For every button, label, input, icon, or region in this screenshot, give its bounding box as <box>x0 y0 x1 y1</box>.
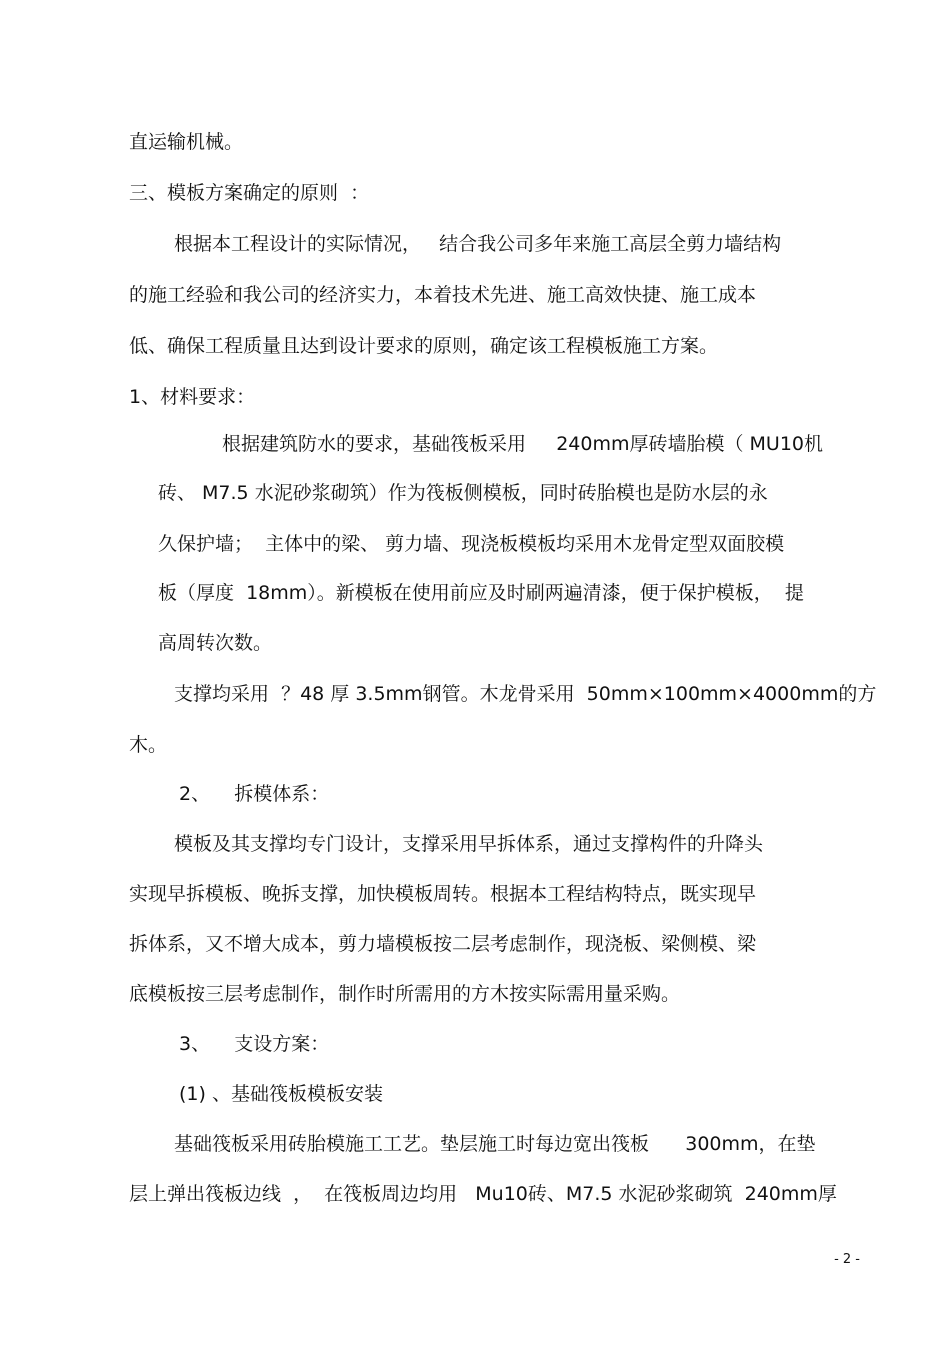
text-line-22: 层上弹出筏板边线 ， 在筏板周边均用 Mu10砖、M7.5 水泥砂浆砌筑 240mm厚 <box>129 1183 837 1205</box>
text-line-7: 根据建筑防水的要求，基础筏板采用 240mm厚砖墙胎模（ MU10机 <box>222 433 823 455</box>
section-heading-3: 三、模板方案确定的原则 ： <box>129 182 370 204</box>
subsection-heading-2: 2、 拆模体系： <box>179 783 330 805</box>
item-heading-1: (1) 、基础筏板模板安装 <box>179 1083 383 1105</box>
subsection-heading-1: 1、材料要求： <box>129 386 256 408</box>
text-line-1: 直运输机械。 <box>129 131 244 153</box>
text-line-15: 模板及其支撑均专门设计，支撑采用早拆体系，通过支撑构件的升降头 <box>174 833 764 855</box>
text-line-13: 木。 <box>129 734 168 756</box>
page-number: - 2 - <box>834 1252 860 1267</box>
text-line-10: 板（厚度 18mm）。新模板在使用前应及时刷两遍清漆，便于保护模板， 提 <box>158 582 804 604</box>
text-line-3: 根据本工程设计的实际情况， 结合我公司多年来施工高层全剪力墙结构 <box>174 233 782 255</box>
text-line-4: 的施工经验和我公司的经济实力，本着技术先进、施工高效快捷、施工成本 <box>129 284 757 306</box>
text-line-16: 实现早拆模板、晚拆支撑，加快模板周转。根据本工程结构特点，既实现早 <box>129 883 757 905</box>
text-line-17: 拆体系，又不增大成本，剪力墙模板按二层考虑制作，现浇板、梁侧模、梁 <box>129 933 757 955</box>
text-line-8: 砖、 M7.5 水泥砂浆砌筑）作为筏板侧模板，同时砖胎模也是防水层的永 <box>158 482 768 504</box>
text-line-5: 低、确保工程质量且达到设计要求的原则，确定该工程模板施工方案。 <box>129 335 719 357</box>
text-line-21: 基础筏板采用砖胎模施工工艺。垫层施工时每边宽出筏板 300mm，在垫 <box>174 1133 816 1155</box>
subsection-heading-3: 3、 支设方案： <box>179 1033 330 1055</box>
text-line-12: 支撑均采用 ？48 厚 3.5mm钢管。木龙骨采用 50mm×100mm×4000mm的方 <box>174 683 877 705</box>
text-line-9: 久保护墙； 主体中的梁、 剪力墙、现浇板模板均采用木龙骨定型双面胶模 <box>158 533 785 555</box>
text-line-18: 底模板按三层考虑制作，制作时所需用的方木按实际需用量采购。 <box>129 983 681 1005</box>
text-line-11: 高周转次数。 <box>158 632 273 654</box>
